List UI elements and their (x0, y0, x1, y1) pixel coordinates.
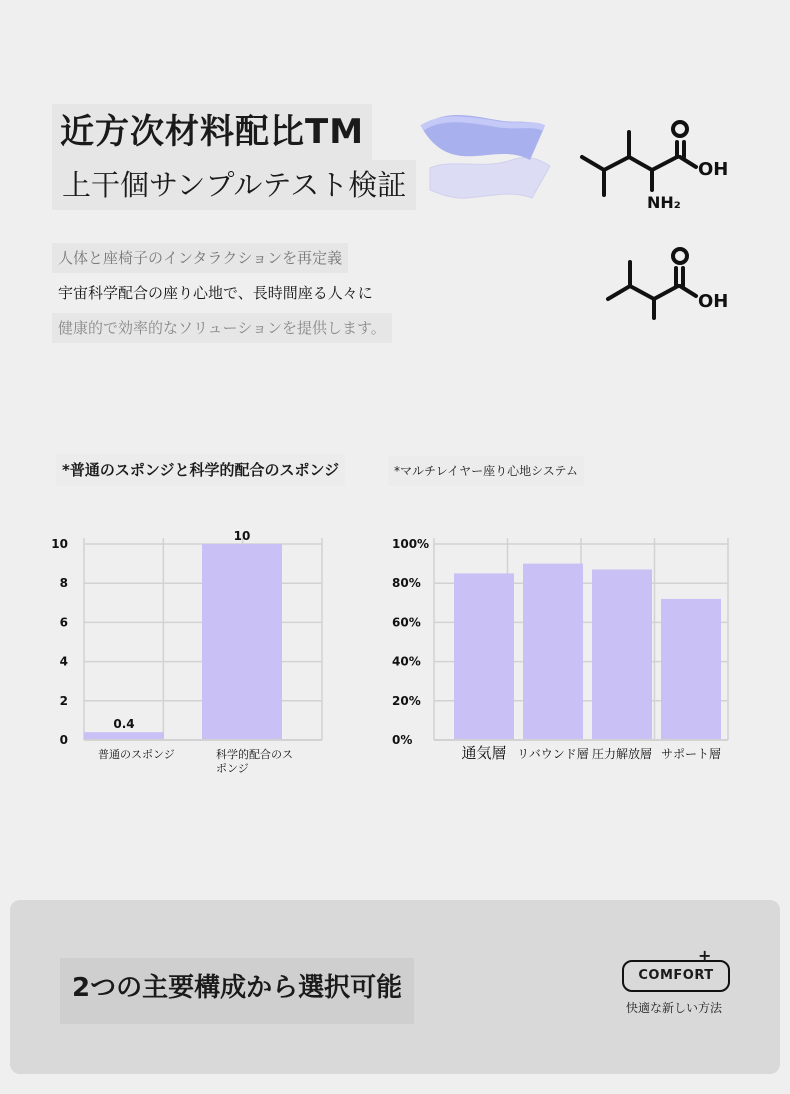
y-tick-label: 0 (59, 733, 68, 747)
bar (454, 573, 514, 740)
category-label: 科学的配合のス (216, 748, 293, 761)
bar (202, 544, 282, 740)
category-label: 圧力解放層 (591, 747, 653, 761)
options-card (10, 900, 780, 1074)
y-tick-label: 40% (392, 654, 421, 669)
bar-value-label: 10 (233, 529, 251, 543)
sponge-comparison-chart (40, 520, 370, 780)
y-tick-label: 20% (392, 693, 421, 708)
comfort-caption: 快適な新しい方法 (626, 1001, 723, 1015)
category-label: 通気層 (461, 744, 507, 762)
molecule2-oh-label: OH (698, 291, 729, 312)
y-tick-label: 4 (59, 654, 68, 669)
y-tick-label: 10 (51, 537, 68, 551)
description-line-3: 健康的で効率的なソリューションを提供します。 (52, 313, 392, 343)
description-line-1: 人体と座椅子のインタラクションを再定義 (52, 243, 348, 273)
y-tick-label: 8 (59, 576, 68, 591)
category-label: リバウンド層 (517, 747, 589, 761)
left-chart-caption: *普通のスポンジと科学的配合のスポンジ (56, 454, 345, 486)
page-title: 近方次材料配比TM (52, 104, 372, 160)
category-label: 普通のスポンジ (98, 748, 175, 761)
comfort-badge: COMFORT (622, 960, 730, 992)
y-tick-label: 60% (392, 615, 421, 630)
category-label: サポート層 (660, 747, 722, 761)
plus-icon: + (698, 946, 712, 965)
page-subtitle: 上干個サンプルテスト検証 (52, 160, 416, 210)
y-tick-label: 0% (392, 733, 413, 747)
bar (84, 732, 164, 740)
molecule-structure-acid (598, 244, 742, 324)
y-tick-label: 2 (59, 693, 68, 708)
category-label: ポンジ (216, 762, 249, 775)
y-tick-label: 80% (392, 576, 421, 591)
molecule-structure-amino-acid (572, 112, 742, 222)
bar (661, 599, 721, 740)
molecule1-oh-label: OH (698, 159, 729, 180)
foam-layers-illustration (412, 98, 562, 208)
options-title: 2つの主要構成から選択可能 (60, 958, 414, 1024)
bar (592, 569, 652, 740)
molecule1-nh2-label: NH₂ (647, 193, 681, 212)
right-chart-caption: *マルチレイヤー座り心地システム (388, 456, 584, 486)
y-tick-label: 100% (392, 537, 430, 551)
layer-system-chart (380, 520, 750, 780)
y-tick-label: 6 (59, 615, 68, 630)
bar-value-label: 0.4 (113, 717, 135, 732)
bar (523, 564, 583, 740)
description-line-2: 宇宙科学配合の座り心地で、長時間座る人々に (58, 284, 373, 302)
